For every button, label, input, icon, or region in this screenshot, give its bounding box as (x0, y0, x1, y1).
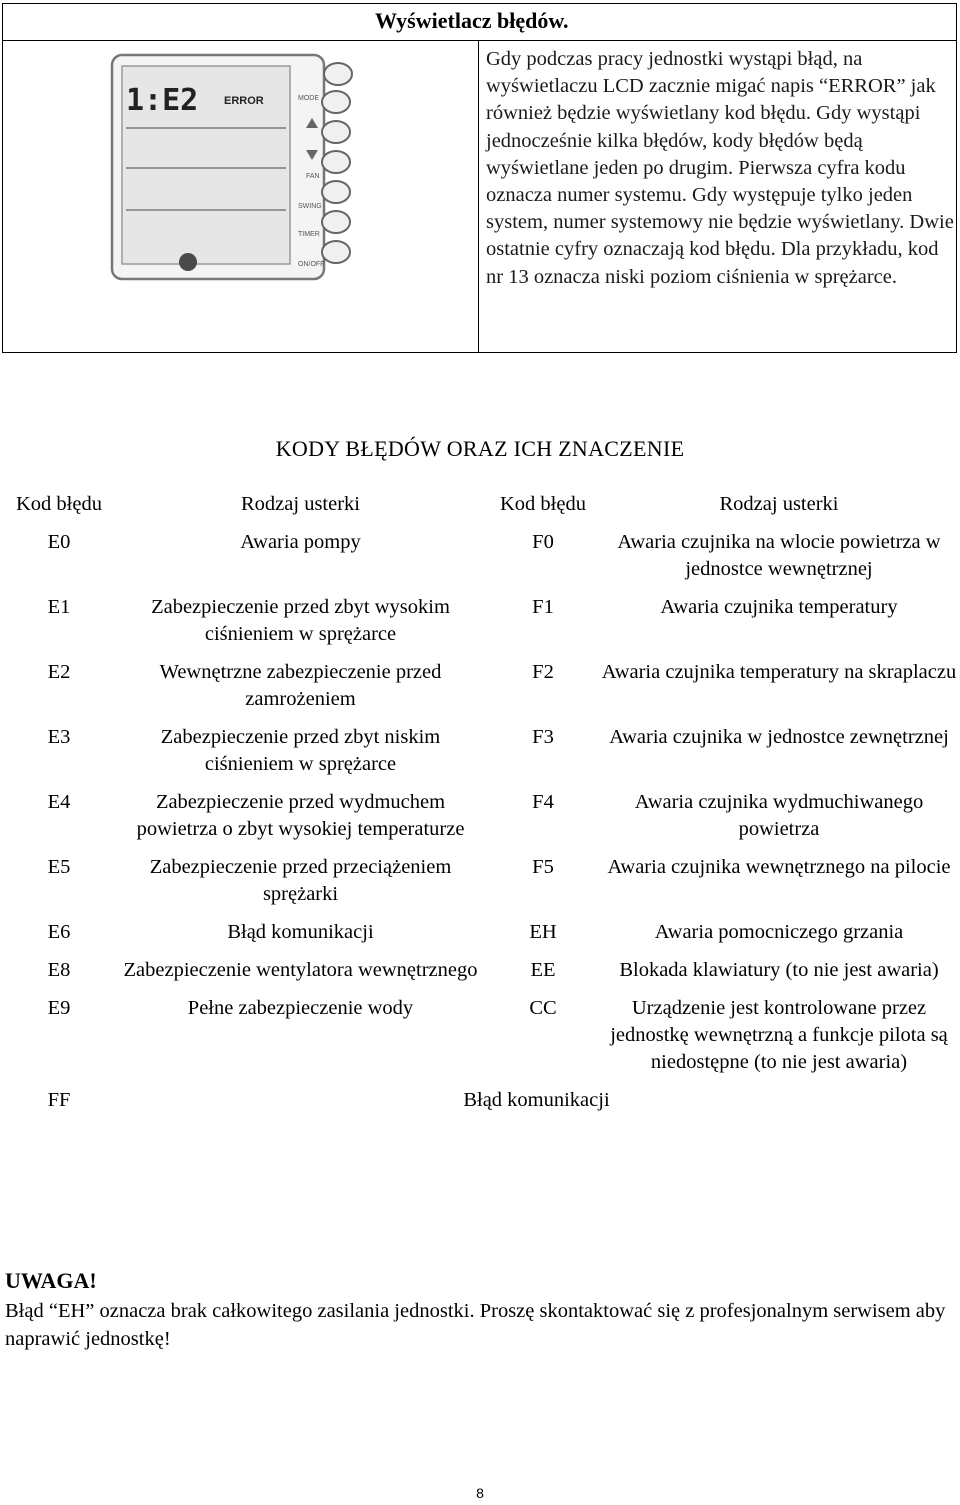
table-title: KODY BŁĘDÓW ORAZ ICH ZNACZENIE (275, 436, 685, 461)
error-description: Błąd komunikacji (227, 921, 374, 943)
error-codes-table (5, 488, 960, 1122)
error-description: Awaria czujnika temperatury na skraplaczu (601, 661, 957, 683)
error-code: FF (47, 1089, 71, 1111)
error-code: E4 (47, 791, 71, 813)
fan-button (322, 151, 350, 173)
table-row (5, 954, 960, 992)
lcd-error-code: 1:E2 (126, 83, 199, 118)
error-code: E3 (47, 726, 71, 748)
error-code: F3 (532, 726, 554, 748)
svg-text:TIMER: TIMER (298, 231, 320, 238)
error-description: Awaria czujnika temperatury (660, 596, 898, 618)
error-code: CC (529, 997, 557, 1019)
error-code: EH (529, 921, 557, 943)
box-divider (2, 40, 957, 41)
error-description: Wewnętrzne zabezpieczenie przed zamrożeniem (159, 661, 442, 710)
error-code: E8 (47, 959, 71, 981)
up-button (322, 91, 350, 113)
timer-button (322, 211, 350, 233)
error-code: F1 (532, 596, 554, 618)
header-code-2: Kod błędu (500, 493, 586, 515)
indicator-led (179, 253, 197, 271)
remote-controller-illustration (110, 52, 370, 282)
note-title: UWAGA! (5, 1268, 97, 1293)
error-description: Awaria czujnika wewnętrznego na pilocie (607, 856, 951, 878)
on-off-button (322, 241, 350, 263)
table-row (5, 1084, 960, 1122)
mode-button (324, 63, 352, 85)
error-description: Zabezpieczenie przed przeciążeniem sprężarki (149, 856, 452, 905)
svg-text:MODE: MODE (298, 95, 319, 102)
page-number: 8 (476, 1485, 484, 1501)
note-text: Błąd “EH” oznacza brak całkowitego zasilania jednostki. Proszę skontaktować się z profesjonalnym serwisem aby naprawić jednostkę! (5, 1300, 946, 1350)
error-description: Awaria czujnika w jednostce zewnętrznej (609, 726, 949, 748)
error-description: Awaria pomocniczego grzania (654, 921, 904, 943)
down-button (322, 121, 350, 143)
box-column-divider (478, 40, 479, 353)
table-row (5, 591, 960, 656)
error-code: E5 (47, 856, 71, 878)
error-description: Zabezpieczenie przed wydmuchem powietrza o zbyt wysokiej temperaturze (136, 791, 465, 840)
error-display-description: Gdy podczas pracy jednostki wystąpi błąd, na wyświetlaczu LCD zacznie migać napis “ERROR” jak również będzie wyświetlany kod błędu. Gdy wystąpi jednocześnie kilka błędów, kody błędów będą wyświetlane jeden po drugim. Pierwsza cyfra kodu oznacza numer systemu. Gdy występuje tylko jeden system, numer systemowy nie będzie wyświetlany. Dwie ostatnie cyfry oznaczają kod błędu. Dla przykładu, kod nr 13 oznacza niski poziom ciśnienia w sprężarce. (486, 48, 954, 288)
error-code: E6 (47, 921, 71, 943)
error-code: E1 (47, 596, 71, 618)
error-description: Pełne zabezpieczenie wody (187, 997, 414, 1019)
error-description: Awaria czujnika wydmuchiwanego powietrza (634, 791, 924, 840)
error-description: Zabezpieczenie wentylatora wewnętrznego (123, 959, 478, 981)
error-code: E9 (47, 997, 71, 1019)
error-description: Błąd komunikacji (463, 1089, 610, 1111)
lcd-error-label: ERROR (224, 95, 264, 107)
error-description: Zabezpieczenie przed zbyt wysokim ciśnieniem w sprężarce (151, 596, 450, 645)
error-description: Blokada klawiatury (to nie jest awaria) (619, 959, 939, 981)
error-code: EE (530, 959, 556, 981)
svg-text:FAN: FAN (306, 173, 320, 180)
svg-text:SWING: SWING (298, 203, 322, 210)
error-code: F0 (532, 531, 554, 553)
table-row (5, 526, 960, 591)
swing-button (322, 181, 350, 203)
svg-text:ON/OFF: ON/OFF (298, 261, 325, 268)
table-row (5, 721, 960, 786)
error-description: Awaria czujnika na wlocie powietrza w jednostce wewnętrznej (617, 531, 941, 580)
header-code-1: Kod błędu (16, 493, 102, 515)
error-code: F5 (532, 856, 554, 878)
table-row (5, 656, 960, 721)
error-code: F4 (532, 791, 554, 813)
error-code: E2 (47, 661, 71, 683)
table-row (5, 786, 960, 851)
header-fault-2: Rodzaj usterki (719, 493, 839, 515)
table-row (5, 916, 960, 954)
header-fault-1: Rodzaj usterki (241, 493, 360, 515)
error-description: Awaria pompy (240, 531, 361, 553)
table-row (5, 992, 960, 1084)
table-row (5, 851, 960, 916)
table-header-row (5, 488, 960, 526)
error-description: Zabezpieczenie przed zbyt niskim ciśnieniem w sprężarce (160, 726, 441, 775)
error-description: Urządzenie jest kontrolowane przez jednostkę wewnętrzną a funkcje pilota są niedostępne (to nie jest awaria) (610, 997, 948, 1073)
error-code: F2 (532, 661, 554, 683)
section-heading: Wyświetlacz błędów. (375, 8, 569, 33)
error-code: E0 (47, 531, 71, 553)
